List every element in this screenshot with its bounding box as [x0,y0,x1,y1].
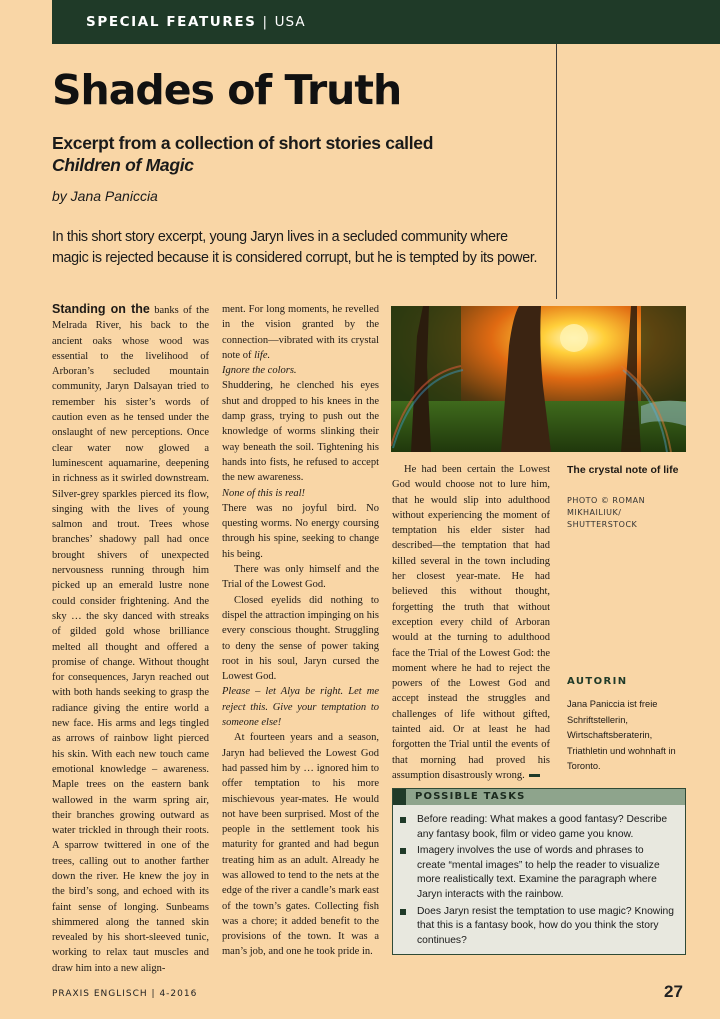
story-thought: Ignore the colors. [222,365,297,377]
heading-square-icon [393,789,406,805]
story-text: He had been certain the Lowest God would choose not to lure him, that he would slip into adulthood without experiencing the moment of temptation his elder sister had described—the temptation that had killed several in the town including her closest year-mate. He had believed this without thought, forgetting the truth that without exception every child of Arboran would at the turning to adulthood face the Trial of the Lowest God: the moment where he had to reject the powers of the Lowest God and accept instead the struggles and challenges of life without gifted, tainted aid. Or at least he had forgotten the Trial until the events of that morning had proved his assumption disastrously wrong. [392,464,550,781]
story-column-1 [52,302,209,976]
square-bullet-icon [400,909,406,915]
lead-in: Standing on the [52,302,150,316]
section-header-band [52,0,720,44]
square-bullet-icon [400,848,406,854]
task-text: Before reading: What makes a good fantasy? Describe any fantasy book, film or video game you know. [417,814,668,840]
story-emphasis: life. [254,349,271,361]
header-separator: | [262,14,269,30]
story-column-3 [392,462,550,783]
task-item [417,844,675,902]
end-of-story-mark [529,774,540,777]
photo-caption: The crystal note of life [567,464,679,476]
story-text: ment. For long moments, he revelled in the vision granted by the connection—vibrated with its crystal note of [222,304,379,361]
square-bullet-icon [400,817,406,823]
section-name: SPECIAL FEATURES [86,14,257,30]
story-thought: Please – let Alya be right. Let me reject this. Give your temptation to someone else! [222,686,379,729]
story-paragraph: There was no joyful bird. No questing worms. No energy coursing through his spine, seeking to change his being. [222,502,379,560]
author-heading: AUTORIN [567,676,628,687]
story-paragraph: Closed eyelids did nothing to dispel the attraction impinging on his every conscious thought. Struggling to deny the sense of power taking root in his soul, Jaryn cursed the Lowest God. [222,594,379,683]
story-paragraph [392,462,550,783]
story-paragraph: There was only himself and the Trial of the Lowest God. [222,564,379,591]
article-subtitle [52,132,532,176]
story-paragraph [222,302,379,363]
section-country: USA [274,14,306,30]
article-title: Shades of Truth [52,66,402,114]
forest-sunrise-illustration [391,306,686,452]
task-text: Does Jaryn resist the temptation to use magic? Knowing that this is a fantasy book, how do you think the story continues? [417,905,674,946]
tasks-heading [393,789,685,805]
task-text: Imagery involves the use of words and phrases to create “mental images” to help the reader to visualize more realistically text. Examine the paragraph where Jaryn interacts with the rainbow. [417,845,660,900]
subtitle-line: Excerpt from a collection of short stories called [52,133,434,153]
author-bio: Jana Paniccia ist freie Schriftstellerin, Wirtschaftsberaterin, Triathletin und wohnhaft in Toronto. [567,699,676,771]
forest-sunrise-photo [391,306,686,452]
photo-credit: PHOTO © ROMAN MIKHAILIUK/ SHUTTERSTOCK [567,496,646,529]
byline: by Jana Paniccia [52,188,158,204]
possible-tasks-box [392,788,686,955]
task-item [417,905,675,949]
task-list [393,813,685,948]
story-paragraph: Shuddering, he clenched his eyes shut and dropped to his knees in the damp grass, trying to push out the knowledge of worms slinking their way beneath the soil. Tightening his hands into fists, he refused to accept the new awareness. [222,380,379,484]
task-item [417,813,675,842]
intro-paragraph: In this short story excerpt, young Jaryn lives in a secluded community where magic is rejected because it is considered corrupt, but he is tempted by its power. [52,229,538,266]
book-title: Children of Magic [52,155,194,175]
story-text: banks of the Melrada River, his back to the ancient oaks whose wood was essential to the livelihood of Arboran’s secluded mountain community, Jaryn Dalsayan tried to remember his sister’s words of caution even as he tensed under the onslaught of new perceptions. Once clear water now glowed a luminescent aquamarine, deepening in richness as it swirled downstream. Silver-grey sparkles pierced its flow, singing with the lives of young salmon and trout. Trees whose branches’ shadowy pall had once brought shivers of unexpected nervousness running through him picked up an emerald lustre none could consider frightening. And the sky … the sky danced with streaks of gilded gold whose brilliance melted all thought and offered a promise of change. Without thought for consequences, Jaryn reached out with both hands seeking to grasp the radiance giving the entire world a new face. His arms and legs tingled as arrows of rainbow light pierced his skin. With each new touch came emotional knowledge – awareness. Maple trees on the eastern bank wallowed in the warm spring air, their branches growing outward as water trickled in through their roots. A sparrow twittered in one of the trees, calling out to another farther down the river. He knew the joy in the bird’s song, and echoed with its faint sense of longing. Sunbeams shimmered along the tanned skin revealed by his short-sleeved tunic, working to relax taut muscles and draw him into a new align- [52,305,210,974]
section-header-text [86,14,306,30]
story-paragraph [52,302,209,976]
story-thought: None of this is real! [222,487,306,499]
story-column-2 [222,302,379,960]
vertical-rule [556,44,557,299]
tasks-heading-label: POSSIBLE TASKS [415,791,526,802]
page-number: 27 [664,982,683,1001]
publication-footer: PRAXIS ENGLISCH | 4-2016 [52,989,198,999]
story-paragraph: At fourteen years and a season, Jaryn had believed the Lowest God had passed him by … ignored him to offer temptation to his more mischievous year-mates. He would not have been surprised. Most of the people in the settlement took his maturity for granted and had begun treating him as an adult. Already he was allowed to tend to the nets at the edge of the river a candle’s mark east of the town’s gates. Collecting fish was a chore; it added benefit to the provisions of the town. It was a man’s job, and one he took pride in. [222,732,379,958]
